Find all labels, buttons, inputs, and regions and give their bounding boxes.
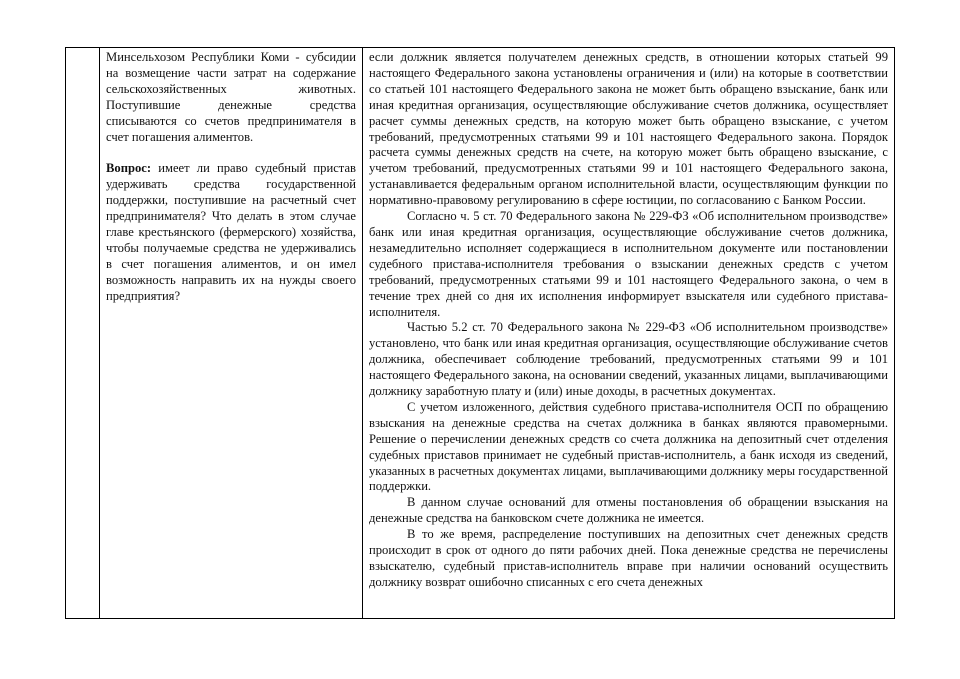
question-text: имеет ли право судебный пристав удерживать средства государственной поддержки, поступившие на расчетный счет предпринимателя? Что делать в этом случае главе крестьянского (фермерского) хозяйства, чтобы получаемые средства не удерживались в счет погашения алиментов, и он имел возможность направить их на нужды своего предприятия? — [106, 161, 356, 303]
answer-paragraph-3: Частью 5.2 ст. 70 Федерального закона № 229-ФЗ «Об исполнительном производстве» установлено, что банк или иная кредитная организация, осуществляющие обслуживание счетов должника, обеспечивает соблюдение требований, предусмотренных статьями 99 и 101 настоящего Федерального закона, на основании сведений, указанных лицами, выплачивающими должнику заработную плату и (или) иные доходы, в расчетных документах. — [369, 320, 888, 399]
question-label: Вопрос: — [106, 161, 152, 176]
answer-paragraph-1: если должник является получателем денежных средств, в отношении которых статьей 99 настоящего Федерального закона установлены ограничения и (или) на которые в соответствии со статьей 101 настоящего Федерального закона не может быть обращено взыскание, банк или иная кредитная организация, осуществляющие обслуживание счетов должника, осуществляет расчет суммы денежных средств, на которую может быть обращено взыскание, с учетом требований, предусмотренных статьями 99 и 101 настоящего Федерального закона. Порядок расчета суммы денежных средств на счете, на которую может быть обращено взыскание, с учетом требований, предусмотренных статьями 99 и 101 настоящего Федерального закона, устанавливается федеральным органом исполнительной власти, осуществляющим функции по нормативно-правовому регулированию в сфере юстиции, по согласованию с Банком России. — [369, 50, 888, 208]
answer-paragraph-4: С учетом изложенного, действия судебного пристава-исполнителя ОСП по обращению взыскания на денежные средства на счетах должника в банках являются правомерными. Решение о перечислении денежных средств со счета должника на депозитный счет отделения судебных приставов принимает не судебный пристав-исполнитель, а банк исходя из сведений, указанных в расчетных документах лицами, выплачивающими должнику меры государственной поддержки. — [369, 399, 888, 494]
question-paragraph — [106, 161, 356, 304]
answer-table — [65, 47, 895, 619]
answer-cell — [363, 48, 895, 619]
context-text: Минсельхозом Республики Коми - субсидии на возмещение части затрат на содержание сельскохозяйственных животных. Поступившие денежные средства списываются со счетов предпринимателя в счет погашения алиментов. — [106, 50, 356, 144]
number-cell — [66, 48, 100, 619]
answer-paragraph-2: Согласно ч. 5 ст. 70 Федерального закона № 229-ФЗ «Об исполнительном производстве» банк или иная кредитная организация, осуществляющие обслуживание счетов должника, незамедлительно исполняет содержащиеся в исполнительном документе или постановлении судебного пристава-исполнителя требования о взыскании денежных средств с учетом требований, предусмотренных статьями 99 и 101 настоящего Федерального закона, о чем в течение трех дней со дня их исполнения информирует взыскателя или судебного пристава-исполнителя. — [369, 209, 888, 319]
answer-paragraph-5: В данном случае оснований для отмены постановления об обращении взыскания на денежные средства на банковском счете должника не имеется. — [369, 495, 888, 526]
answer-paragraph-6: В то же время, распределение поступивших на депозитных счет денежных средств происходит в срок от одного до пяти рабочих дней. Пока денежные средства не перечислены взыскателю, судебный пристав-исполнитель вправе при наличии оснований осуществить должнику возврат ошибочно списанных с его счета денежных — [369, 527, 888, 589]
question-cell — [100, 48, 363, 619]
table-row — [66, 48, 895, 619]
